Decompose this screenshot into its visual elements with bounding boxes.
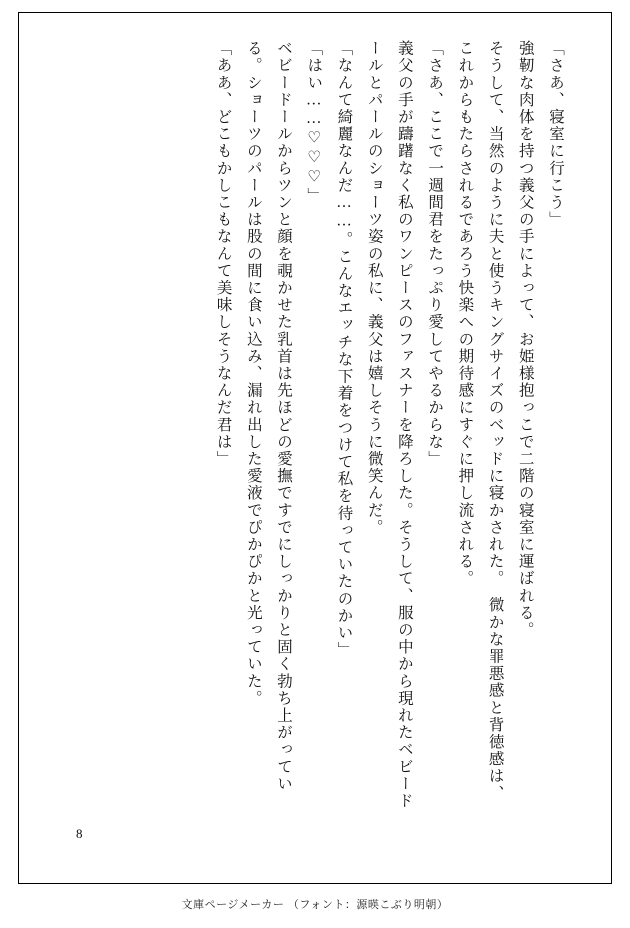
paragraph: 「さあ、寝室に行こう」 — [547, 40, 564, 229]
paragraph: 「ああ、どこもかしこもなんて美味しそうなんだ君は」 — [214, 40, 232, 468]
paragraph: 「さあ、ここで一週間君をたっぷり愛してやるからな」 — [426, 40, 444, 468]
paragraph: 「はい……♡♡♡」 — [305, 40, 323, 205]
paragraph: 強靭な肉体を持つ義父の手によって、お姫様抱っこで二階の寝室に運ばれる。 — [516, 40, 534, 639]
paragraph: ベビードールからツンと顔を覗かせた乳首は先ほどの愛撫ですでにしっかりと固く勃ち上がっている。ショーツのパールは股の間に食い込み、漏れ出した愛液でぴかぴかと光っていた。 — [244, 40, 293, 793]
paragraph: 義父の手が躊躇なく私のワンピースのファスナーを降ろした。そうして、服の中から現れたベビードールとパールのショーツ姿の私に、義父は嬉しそうに微笑んだ。 — [365, 40, 413, 810]
paragraph: 「なんて綺麗なんだ……。こんなエッチな下着をつけて私を待っていたのかい」 — [335, 40, 353, 659]
footer-credit: 文庫ページメーカー （フォント：源暎こぶり明朝） — [181, 899, 449, 911]
page-number: 8 — [76, 826, 83, 841]
paragraph: そうして、当然のように夫と使うキングサイズのベッドに寝かされた。 微かな罪悪感と背徳感は、これからもたらされるであろう快楽への期待感にすぐに押し流される。 — [456, 40, 504, 802]
vertical-body-text — [40, 40, 570, 810]
